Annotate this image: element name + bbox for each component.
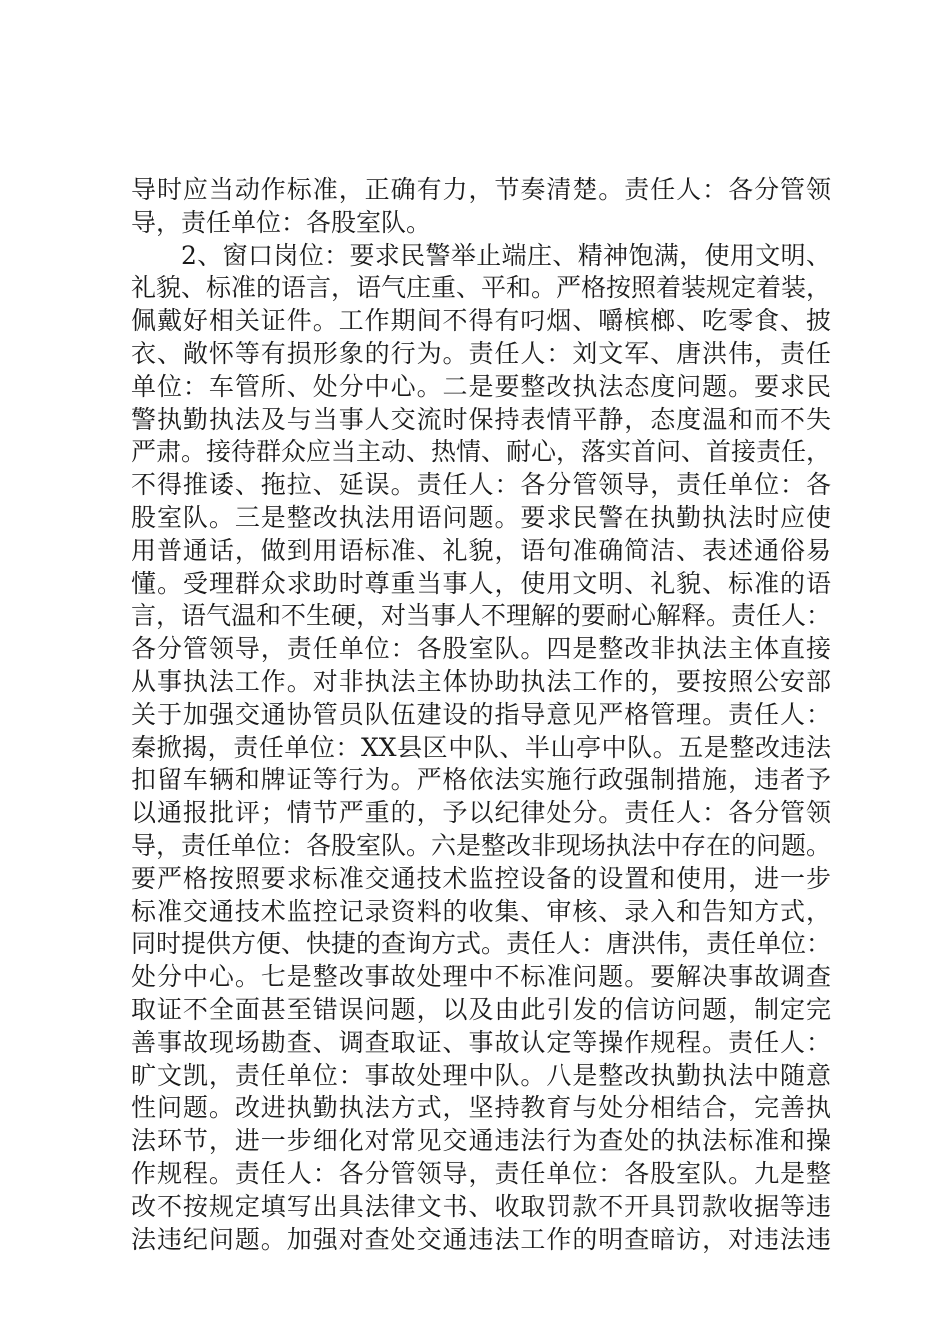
text-line: 法环节，进一步细化对常见交通违法行为查处的执法标准和操	[131, 1126, 831, 1156]
text-line: 用普通话，做到用语标准、礼貌，语句准确简洁、表述通俗易	[131, 535, 831, 565]
text-line: 从事执法工作。对非执法主体协助执法工作的，要按照公安部	[131, 666, 831, 696]
text-line-paragraph-start: 2、窗口岗位：要求民警举止端庄、精神饱满，使用文明、	[181, 240, 831, 270]
text-line: 导，责任单位：各股室队。	[131, 207, 432, 237]
text-line: 性问题。改进执勤执法方式，坚持教育与处分相结合，完善执	[131, 1093, 831, 1123]
text-line: 警执勤执法及与当事人交流时保持表情平静，态度温和而不失	[131, 404, 831, 434]
text-line: 不得推诿、拖拉、延误。责任人：各分管领导，责任单位：各	[131, 470, 831, 500]
text-line: 善事故现场勘查、调查取证、事故认定等操作规程。责任人：	[131, 1027, 831, 1057]
text-line: 导时应当动作标准，正确有力，节奏清楚。责任人：各分管领	[131, 175, 831, 204]
text-line: 要严格按照要求标准交通技术监控设备的设置和使用，进一步	[131, 863, 831, 893]
text-line: 礼貌、标准的语言，语气庄重、平和。严格按照着装规定着装，	[131, 273, 832, 303]
text-line: 秦掀揭，责任单位：XX县区中队、半山亭中队。五是整改违法	[131, 732, 831, 762]
text-line: 言，语气温和不生硬，对当事人不理解的要耐心解释。责任人：	[131, 601, 832, 631]
text-line: 旷文凯，责任单位：事故处理中队。八是整改执勤执法中随意	[131, 1060, 831, 1090]
text-line: 关于加强交通协管员队伍建设的指导意见严格管理。责任人：	[131, 699, 831, 729]
text-line: 懂。受理群众求助时尊重当事人，使用文明、礼貌、标准的语	[131, 568, 831, 598]
text-line: 导，责任单位：各股室队。六是整改非现场执法中存在的问题。	[131, 830, 832, 860]
text-line: 取证不全面甚至错误问题，以及由此引发的信访问题，制定完	[131, 994, 831, 1024]
text-line: 改不按规定填写出具法律文书、收取罚款不开具罚款收据等违	[131, 1191, 831, 1221]
text-line: 严肃。接待群众应当主动、热情、耐心，落实首问、首接责任，	[131, 437, 832, 467]
text-line: 处分中心。七是整改事故处理中不标准问题。要解决事故调查	[131, 962, 831, 992]
text-line: 衣、敞怀等有损形象的行为。责任人：刘文军、唐洪伟，责任	[131, 338, 831, 368]
text-line: 以通报批评；情节严重的，予以纪律处分。责任人：各分管领	[131, 798, 831, 828]
text-line: 作规程。责任人：各分管领导，责任单位：各股室队。九是整	[131, 1158, 831, 1188]
text-line: 法违纪问题。加强对查处交通违法工作的明查暗访，对违法违	[131, 1224, 831, 1254]
text-line: 同时提供方便、快捷的查询方式。责任人：唐洪伟，责任单位：	[131, 929, 832, 959]
text-line: 佩戴好相关证件。工作期间不得有叼烟、嚼槟榔、吃零食、披	[131, 306, 831, 336]
text-line: 扣留车辆和牌证等行为。严格依法实施行政强制措施，违者予	[131, 765, 831, 795]
text-line: 标准交通技术监控记录资料的收集、审核、录入和告知方式，	[131, 896, 831, 926]
text-line: 股室队。三是整改执法用语问题。要求民警在执勤执法时应使	[131, 502, 831, 532]
text-line: 各分管领导，责任单位：各股室队。四是整改非执法主体直接	[131, 634, 831, 664]
text-line: 单位：车管所、处分中心。二是要整改执法态度问题。要求民	[131, 371, 831, 401]
body-text	[131, 174, 831, 1256]
